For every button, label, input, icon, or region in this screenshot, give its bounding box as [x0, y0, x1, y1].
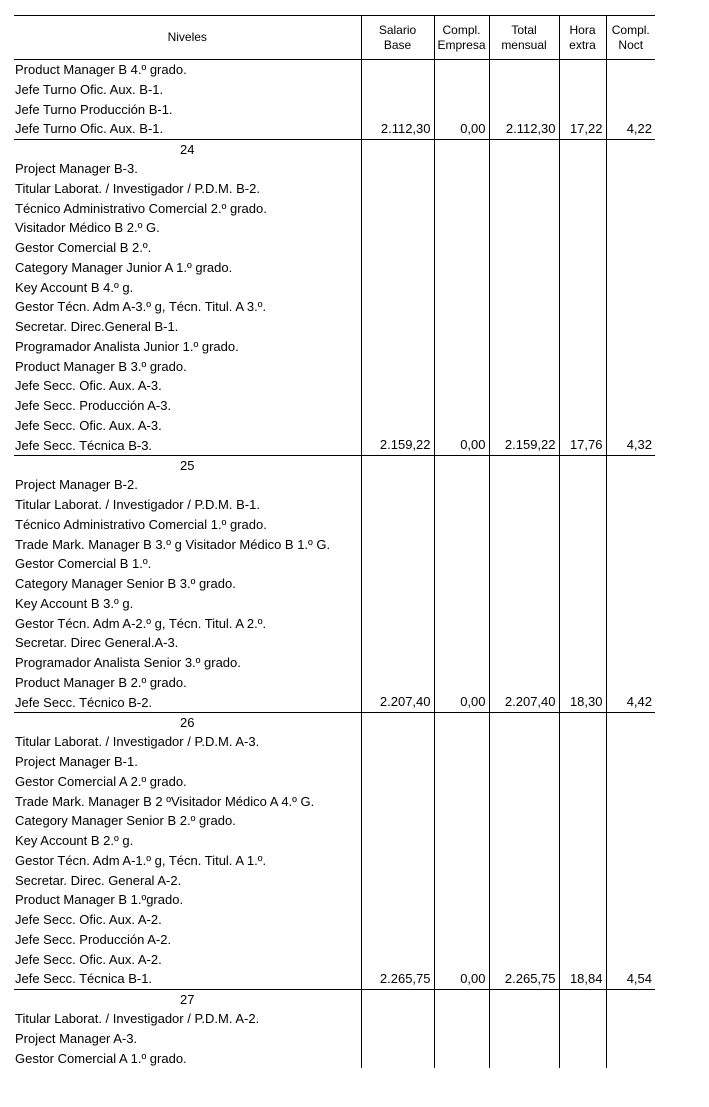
col-label-line: Noct	[618, 37, 644, 52]
group-row	[14, 475, 655, 713]
job-title: Jefe Secc. Técnico B-2.	[15, 694, 153, 710]
group-row	[14, 159, 655, 456]
job-title: Gestor Comercial A 1.º grado.	[15, 1050, 187, 1066]
value-salario-base	[361, 1009, 434, 1068]
empty-cell	[559, 990, 606, 1010]
level-row	[14, 713, 655, 733]
job-title: Jefe Turno Ofic. Aux. B-1.	[15, 121, 164, 137]
job-list	[14, 159, 361, 456]
empty-cell	[559, 713, 606, 733]
empty-cell	[361, 990, 434, 1010]
job-title: Gestor Comercial B 2.º.	[15, 240, 152, 255]
col-label-line: Salario	[378, 22, 417, 37]
level-row	[14, 990, 655, 1010]
value-total-mensual: 2.265,75	[489, 732, 559, 989]
col-label-line: Empresa	[437, 37, 486, 52]
value-hora-extra: 18,30	[559, 475, 606, 713]
level-number: 25	[180, 458, 195, 474]
job-title: Técnico Administrativo Comercial 2.º grado.	[15, 200, 267, 216]
job-title: Titular Laborat. / Investigador / P.D.M. A-2.	[15, 1011, 260, 1026]
empty-cell	[559, 456, 606, 476]
empty-cell	[434, 140, 489, 160]
header-row	[14, 16, 655, 60]
empty-cell	[361, 140, 434, 160]
value-hora-extra: 17,22	[559, 60, 606, 140]
job-title: Titular Laborat. / Investigador / P.D.M. B-2.	[15, 180, 260, 196]
job-title: Gestor Comercial B 1.º.	[15, 556, 152, 572]
col-compl-noct	[606, 16, 655, 60]
value-hora-extra: 17,76	[559, 159, 606, 456]
col-compl-empresa	[434, 16, 489, 60]
job-title: Key Account B 2.º g.	[15, 833, 134, 848]
empty-cell	[606, 456, 655, 476]
table-body	[14, 60, 655, 1069]
value-compl-noct	[606, 1009, 655, 1068]
job-title: Jefe Turno Ofic. Aux. B-1.	[15, 81, 164, 97]
job-title: Jefe Secc. Producción A-3.	[15, 398, 172, 413]
empty-cell	[361, 456, 434, 476]
value-compl-empresa: 0,00	[434, 732, 489, 989]
job-title: Gestor Técn. Adm A-2.º g, Técn. Titul. A 2.º.	[15, 615, 267, 631]
empty-cell	[489, 990, 559, 1010]
job-list	[14, 1009, 361, 1068]
value-hora-extra	[559, 1009, 606, 1068]
group-row	[14, 60, 655, 140]
empty-cell	[434, 456, 489, 476]
job-title: Gestor Técn. Adm A-3.º g, Técn. Titul. A 3.º.	[15, 299, 267, 315]
value-compl-noct: 4,42	[606, 475, 655, 713]
job-title: Secretar. Direc General.A-3.	[15, 635, 179, 651]
col-label-line: extra	[569, 37, 596, 52]
job-title: Trade Mark. Manager B 2 ºVisitador Médico A 4.º G.	[15, 793, 315, 809]
empty-cell	[434, 990, 489, 1010]
job-title: Secretar. Direc. General A-2.	[15, 872, 182, 888]
col-label-line: mensual	[501, 37, 547, 52]
level-number: 24	[180, 142, 195, 157]
value-salario-base: 2.112,30	[361, 60, 434, 140]
job-title: Gestor Comercial A 2.º grado.	[15, 773, 187, 789]
salary-table	[14, 15, 655, 1068]
empty-cell	[489, 713, 559, 733]
col-niveles	[14, 16, 361, 60]
job-title: Project Manager B-2.	[15, 477, 138, 493]
job-title: Project Manager B-3.	[15, 161, 138, 176]
job-title: Key Account B 3.º g.	[15, 595, 134, 611]
value-total-mensual: 2.159,22	[489, 159, 559, 456]
job-list	[14, 732, 361, 989]
value-hora-extra: 18,84	[559, 732, 606, 989]
value-compl-empresa	[434, 1009, 489, 1068]
empty-cell	[606, 140, 655, 160]
value-compl-noct: 4,22	[606, 60, 655, 140]
job-title: Titular Laborat. / Investigador / P.D.M. B-1.	[15, 497, 260, 512]
value-compl-empresa: 0,00	[434, 475, 489, 713]
empty-cell	[606, 990, 655, 1010]
value-compl-noct: 4,32	[606, 159, 655, 456]
job-title: Programador Analista Senior 3.º grado.	[15, 655, 241, 670]
job-title: Titular Laborat. / Investigador / P.D.M. A-3.	[15, 734, 260, 750]
value-compl-empresa: 0,00	[434, 60, 489, 140]
job-title: Product Manager B 4.º grado.	[15, 62, 187, 77]
value-total-mensual: 2.112,30	[489, 60, 559, 140]
col-label-line: Compl.	[442, 22, 481, 37]
job-title: Category Manager Senior B 3.º grado.	[15, 576, 236, 591]
job-title: Jefe Secc. Técnica B-3.	[15, 437, 153, 453]
col-salario-base	[361, 16, 434, 60]
job-title: Jefe Secc. Ofic. Aux. A-3.	[15, 417, 162, 433]
job-title: Category Manager Senior B 2.º grado.	[15, 813, 236, 829]
empty-cell	[489, 456, 559, 476]
job-title: Project Manager A-3.	[15, 1030, 138, 1046]
value-compl-noct: 4,54	[606, 732, 655, 989]
value-salario-base: 2.265,75	[361, 732, 434, 989]
col-total-mensual	[489, 16, 559, 60]
job-title: Category Manager Junior A 1.º grado.	[15, 259, 233, 275]
value-salario-base: 2.207,40	[361, 475, 434, 713]
empty-cell	[361, 713, 434, 733]
job-title: Visitador Médico B 2.º G.	[15, 220, 160, 236]
job-title: Project Manager B-1.	[15, 754, 138, 769]
value-total-mensual: 2.207,40	[489, 475, 559, 713]
value-salario-base: 2.159,22	[361, 159, 434, 456]
job-title: Jefe Secc. Ofic. Aux. A-2.	[15, 912, 162, 927]
level-row	[14, 140, 655, 160]
value-compl-empresa: 0,00	[434, 159, 489, 456]
job-list	[14, 60, 361, 140]
col-label-line: Compl.	[611, 22, 650, 37]
empty-cell	[606, 713, 655, 733]
col-hora-extra	[559, 16, 606, 60]
level-number: 27	[180, 992, 195, 1007]
level-row	[14, 456, 655, 476]
job-title: Jefe Turno Producción B-1.	[15, 101, 173, 117]
job-list	[14, 475, 361, 713]
group-row	[14, 1009, 655, 1068]
col-label-line: Hora	[569, 22, 596, 37]
job-title: Programador Analista Junior 1.º grado.	[15, 338, 239, 354]
empty-cell	[434, 713, 489, 733]
value-total-mensual	[489, 1009, 559, 1068]
job-title: Jefe Secc. Producción A-2.	[15, 931, 172, 947]
job-title: Product Manager B 2.º grado.	[15, 674, 187, 690]
group-row	[14, 732, 655, 989]
job-title: Jefe Secc. Técnica B-1.	[15, 971, 153, 987]
col-niveles-label: Niveles	[167, 30, 207, 44]
col-label-line: Base	[383, 37, 412, 52]
job-title: Jefe Secc. Ofic. Aux. A-3.	[15, 378, 162, 394]
job-title: Gestor Técn. Adm A-1.º g, Técn. Titul. A 1.º.	[15, 852, 267, 868]
job-title: Secretar. Direc.General B-1.	[15, 319, 179, 334]
job-title: Técnico Administrativo Comercial 1.º grado.	[15, 516, 267, 532]
job-title: Jefe Secc. Ofic. Aux. A-2.	[15, 951, 162, 967]
empty-cell	[489, 140, 559, 160]
job-title: Product Manager B 1.ºgrado.	[15, 892, 184, 908]
job-title: Trade Mark. Manager B 3.º g Visitador Médico B 1.º G.	[15, 536, 331, 552]
job-title: Product Manager B 3.º grado.	[15, 358, 187, 374]
col-label-line: Total	[511, 22, 537, 37]
empty-cell	[559, 140, 606, 160]
level-number: 26	[180, 715, 195, 731]
job-title: Key Account B 4.º g.	[15, 279, 134, 295]
